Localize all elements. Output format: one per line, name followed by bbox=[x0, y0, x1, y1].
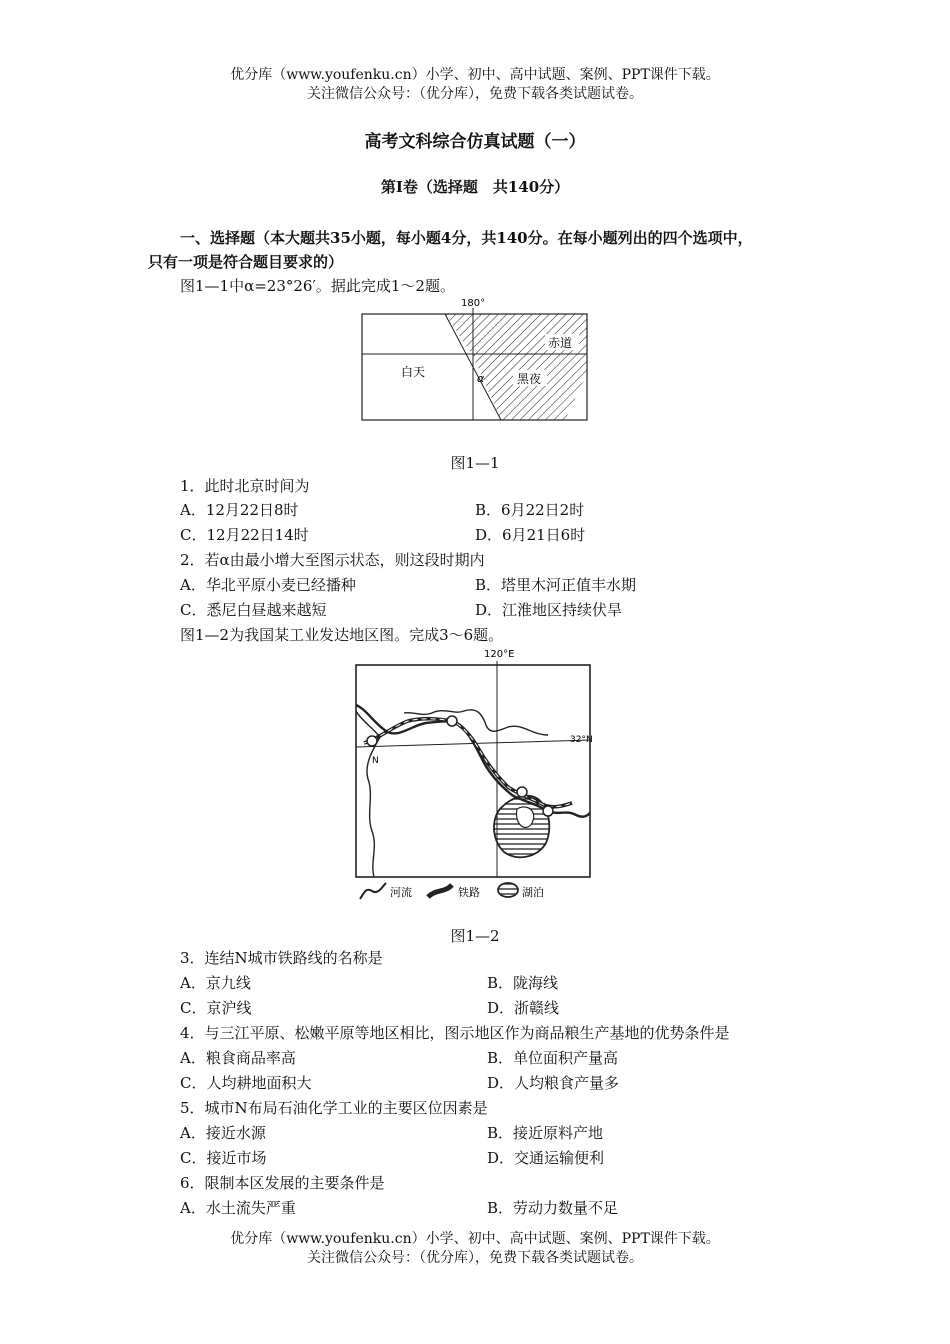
footer-line-1: 优分库（www.youfenku.cn）小学、初中、高中试题、案例、PPT课件下载。 bbox=[230, 1231, 720, 1247]
intro-figure-1: 图1—1中α=23°26′。据此完成1～2题。 bbox=[180, 277, 455, 295]
legend-lake-icon bbox=[498, 883, 518, 897]
legend-railway: 铁路 bbox=[458, 886, 480, 899]
header-line-1: 优分库（www.youfenku.cn）小学、初中、高中试题、案例、PPT课件下载。 bbox=[230, 67, 720, 83]
fig2-lat-label: 32°N bbox=[570, 735, 593, 745]
q5-option-d[interactable]: D．交通运输便利 bbox=[487, 1149, 605, 1167]
city-marker bbox=[447, 716, 457, 726]
fig2-lon-label: 120°E bbox=[484, 649, 515, 660]
day-label: 白天 bbox=[401, 365, 426, 379]
night-shading bbox=[445, 314, 587, 420]
q4-option-a[interactable]: A．粮食商品率高 bbox=[180, 1049, 296, 1067]
q1-option-b[interactable]: B．6月22日2时 bbox=[475, 501, 585, 519]
legend-railway-icon bbox=[428, 885, 452, 897]
fig1-top-label: 180° bbox=[461, 298, 486, 309]
q1-stem: 1．此时北京时间为 bbox=[180, 477, 310, 495]
legend-river: 河流 bbox=[390, 886, 412, 899]
city-marker bbox=[517, 787, 527, 797]
figure-1-2-caption: 图1—2 bbox=[450, 927, 500, 945]
city-n-label: N bbox=[372, 756, 379, 766]
q6-option-a[interactable]: A．水土流失严重 bbox=[180, 1199, 296, 1217]
q5-stem: 5．城市N布局石油化学工业的主要区位因素是 bbox=[180, 1099, 488, 1117]
q3-option-d[interactable]: D．浙赣线 bbox=[487, 999, 560, 1017]
q3-option-c[interactable]: C．京沪线 bbox=[180, 999, 252, 1017]
paper-subtitle: 第Ⅰ卷（选择题 共140分） bbox=[380, 178, 570, 196]
q4-option-c[interactable]: C．人均耕地面积大 bbox=[180, 1074, 312, 1092]
section-heading-line-2: 只有一项是符合题目要求的） bbox=[148, 253, 344, 271]
q1-option-d[interactable]: D．6月21日6时 bbox=[475, 526, 586, 544]
q2-option-d[interactable]: D．江淮地区持续伏旱 bbox=[475, 601, 623, 619]
q1-option-a[interactable]: A．12月22日8时 bbox=[180, 501, 299, 519]
q2-option-c[interactable]: C．悉尼白昼越来越短 bbox=[180, 601, 327, 619]
city-marker bbox=[543, 806, 553, 816]
q1-option-c[interactable]: C．12月22日14时 bbox=[180, 526, 309, 544]
q3-option-b[interactable]: B．陇海线 bbox=[487, 974, 559, 992]
city-n bbox=[367, 736, 377, 746]
section-heading-line-1: 一、选择题（本大题共35小题，每小题4分，共140分。在每小题列出的四个选项中， bbox=[180, 229, 753, 247]
q4-option-d[interactable]: D．人均粮食产量多 bbox=[487, 1074, 620, 1092]
q6-stem: 6．限制本区发展的主要条件是 bbox=[180, 1174, 385, 1192]
q3-option-a[interactable]: A．京九线 bbox=[180, 974, 251, 992]
legend-lake: 湖泊 bbox=[522, 886, 544, 899]
intro-figure-2: 图1—2为我国某工业发达地区图。完成3～6题。 bbox=[180, 626, 504, 644]
q6-option-b[interactable]: B．劳动力数量不足 bbox=[487, 1199, 619, 1217]
q3-stem: 3．连结N城市铁路线的名称是 bbox=[180, 949, 383, 967]
page-title: 高考文科综合仿真试题（一） bbox=[364, 132, 586, 152]
legend-river-icon bbox=[360, 883, 386, 899]
figure-1-1-caption: 图1—1 bbox=[450, 454, 500, 472]
footer-line-2: 关注微信公众号：（优分库），免费下载各类试题试卷。 bbox=[307, 1250, 643, 1266]
q5-option-a[interactable]: A．接近水源 bbox=[180, 1124, 266, 1142]
fig2-frame bbox=[356, 665, 590, 877]
equator-label: 赤道 bbox=[548, 336, 573, 350]
figure-1-1 bbox=[355, 296, 595, 424]
q2-option-a[interactable]: A．华北平原小麦已经播种 bbox=[180, 576, 356, 594]
figure-1-2 bbox=[352, 647, 594, 905]
q2-stem: 2．若α由最小增大至图示状态，则这段时期内 bbox=[180, 551, 485, 569]
night-label: 黑夜 bbox=[517, 372, 542, 386]
q5-option-c[interactable]: C．接近市场 bbox=[180, 1149, 267, 1167]
q4-stem: 4．与三江平原、松嫩平原等地区相比，图示地区作为商品粮生产基地的优势条件是 bbox=[180, 1024, 730, 1042]
railway bbox=[364, 719, 572, 807]
river-main bbox=[356, 705, 590, 817]
q4-option-b[interactable]: B．单位面积产量高 bbox=[487, 1049, 619, 1067]
alpha-label: α bbox=[477, 372, 485, 385]
lake-island bbox=[517, 807, 534, 827]
q5-option-b[interactable]: B．接近原料产地 bbox=[487, 1124, 604, 1142]
header-line-2: 关注微信公众号：（优分库），免费下载各类试题试卷。 bbox=[307, 86, 643, 102]
q2-option-b[interactable]: B．塔里木河正值丰水期 bbox=[475, 576, 637, 594]
